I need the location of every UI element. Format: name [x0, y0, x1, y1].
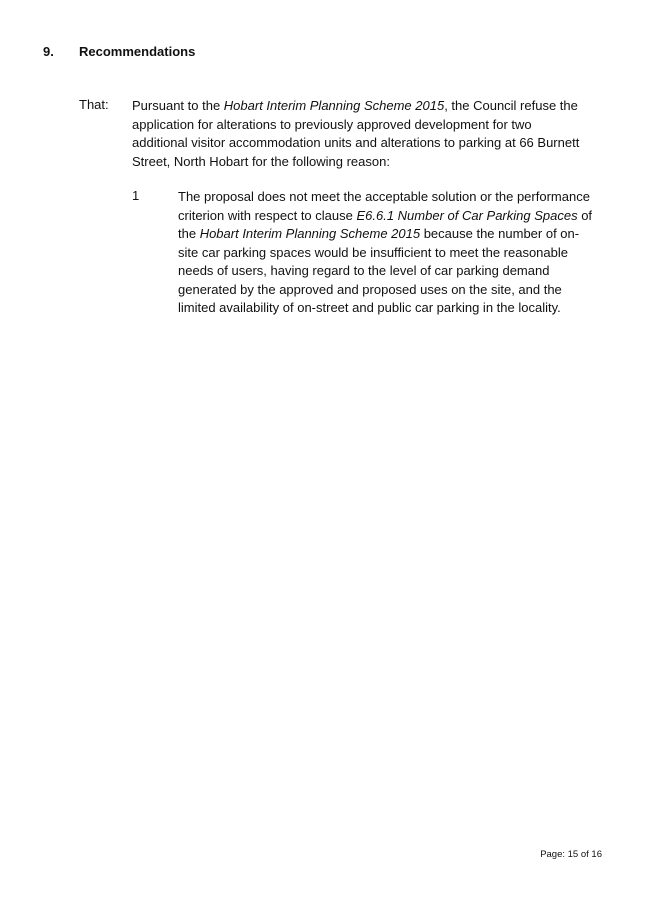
scheme-name: Hobart Interim Planning Scheme 2015	[199, 226, 421, 241]
recommendation-text-2: , the Council refuse the application for alterations to previously approved development for two additional visitor accommodation units and alterations to parking at 66 Burnett Street, North Hobart for the following reason:	[132, 98, 580, 169]
section-title: Recommendations	[79, 44, 196, 59]
scheme-name: Hobart Interim Planning Scheme 2015	[223, 98, 445, 113]
section-number: 9.	[43, 44, 54, 59]
recommendation-paragraph	[132, 97, 588, 171]
clause-reference: E6.6.1 Number of Car Parking Spaces	[356, 207, 578, 223]
that-label: That:	[79, 97, 109, 112]
section-heading	[43, 44, 195, 59]
recommendation-text-1: Pursuant to the	[132, 98, 224, 113]
reason-number: 1	[132, 188, 140, 203]
reason-text-3: because the number of on-site car parking spaces would be insufficient to meet the reasonable needs of users, having regard to the level of car parking demand generated by the approved and proposed uses on the site, and the limited availability of on-street and public car parking in the locality.	[178, 226, 580, 315]
reason-text-1: The proposal does not meet the acceptable solution or the performance criterion with respect to clause	[178, 189, 590, 223]
page-footer: Page: 15 of 16	[540, 849, 602, 860]
reason-paragraph	[178, 188, 594, 318]
reason-text-2: of the	[178, 207, 593, 241]
